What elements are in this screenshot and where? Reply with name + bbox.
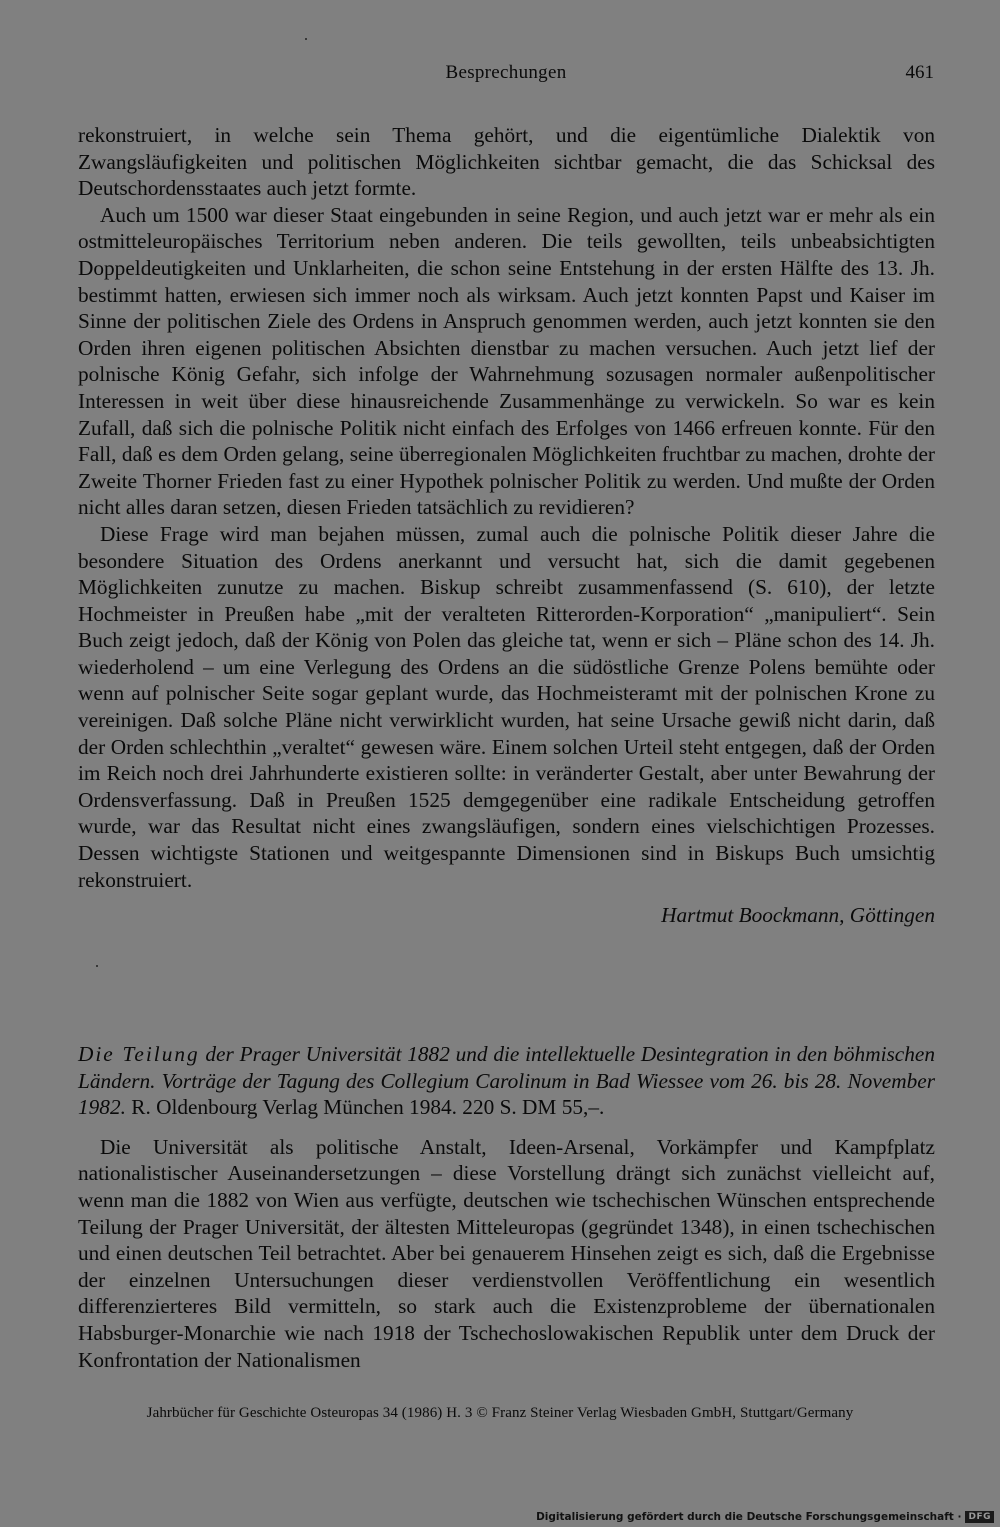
review-1 [78,122,935,929]
paragraph: rekonstruiert, in welche sein Thema gehört, und die eigentümliche Dialektik von Zwangsläufigkeiten und politischen Möglichkeiten sichtbar gemacht, die das Schicksal des Deutschordensstaates auch jetzt formte. [78,123,935,201]
book-citation [78,1041,935,1121]
paragraph: Auch um 1500 war dieser Staat eingebunden in seine Region, und auch jetzt war er mehr als ein ostmitteleuropäisches Territorium neben anderen. Die teils gewollten, teils unbeabsichtigten Doppeldeutigkeiten und Unklarheiten, die schon seine Entstehung in der ersten Hälfte des 13. Jh. bestimmt hatten, erwiesen sich immer noch als wirksam. Auch jetzt konnten Papst und Kaiser im Sinne der politischen Ziele des Ordens in Anspruch genommen werden, auch jetzt konnten sie den Orden ihren eigenen politischen Absichten dienstbar zu machen versuchen. Auch jetzt lief der polnische König Gefahr, sich infolge der Wahrnehmung sozusagen normaler außenpolitischer Interessen in weit über diese hinausreichende Zusammenhänge zu verwickeln. So war es kein Zufall, daß sich die polnische Politik nicht einfach des Erfolges von 1466 erfreuen konnte. Für den Fall, daß es dem Orden gelang, seine überregionalen Möglichkeiten fruchtbar zu machen, drohte der Zweite Thorner Frieden fast zu einer Hypothek polnischer Politik zu werden. Und mußte der Orden nicht alles daran setzen, diesen Frieden tatsächlich zu revidieren? [78,202,935,520]
dfg-logo: DFG [965,1511,994,1523]
scan-speck [305,38,307,40]
running-head [78,62,934,92]
paragraph: Die Universität als politische Anstalt, Ideen-Arsenal, Vorkämpfer und Kampfplatz nationalistischer Auseinandersetzungen – diese Vorstellung drängt sich zunächst vielleicht auf, wenn man die 1882 von Wien aus verfügte, deutschen wie tschechischen Wünschen entsprechende Teilung der Prager Universität, der ältesten Mitteleuropas (gegründet 1348), in einen tschechischen und einen deutschen Teil betrachtet. Aber bei genauerem Hinsehen zeigt es sich, daß die Ergebnisse der einzelnen Untersuchungen dieser verdienstvollen Veröffentlichung ein wesentlich differenzierteres Bild vermitteln, so stark auch die Existenzprobleme der übernationalen Habsburger-Monarchie wie nach 1918 der Tschechoslowakischen Republik unter dem Druck der Konfrontation der Nationalismen [78,1134,935,1372]
reviewer-signature: Hartmut Boockmann, Göttingen [661,903,935,928]
paragraph: Diese Frage wird man bejahen müssen, zumal auch die polnische Politik dieser Jahre die besondere Situation des Ordens anerkannt und versucht hat, sich die damit gegebenen Möglichkeiten zunutze zu machen. Biskup schreibt zusammenfassend (S. 610), der letzte Hochmeister in Preußen habe „mit der veralteten Ritterorden-Korporation“ „manipuliert“. Sein Buch zeigt jedoch, daß der König von Polen das gleiche tat, wenn er sich – Pläne schon des 14. Jh. wiederholend – um eine Verlegung des Ordens an die südöstliche Grenze Polens bemühte oder wenn auf polnischer Seite sogar geplant wurde, das Hochmeisteramt mit der polnischen Krone zu vereinigen. Daß solche Pläne nicht verwirklicht wurden, hat seine Ursache gewiß nicht darin, daß der Orden schlechthin „veraltet“ gewesen wäre. Einem solchen Urteil steht entgegen, daß der Orden im Reich noch drei Jahrhunderte existieren sollte: in veränderter Gestalt, aber unter Bewahrung der Ordensverfassung. Daß in Preußen 1525 demgegenüber eine radikale Entscheidung getroffen wurde, war das Resultat nicht eines zwangsläufigen, sondern eines vielschichtigen Prozesses. Dessen wichtigste Stationen und weitgespannte Dimensionen sind in Biskups Buch umsichtig rekonstruiert. [78,521,935,892]
book-title-lead: Die Teilung [78,1042,200,1066]
digitization-text: Digitalisierung gefördert durch die Deutsche Forschungsgemeinschaft · [536,1511,962,1523]
publication-info: R. Oldenbourg Verlag München 1984. 220 S. DM 55,–. [125,1095,605,1120]
review-2 [78,1041,935,1373]
running-title: Besprechungen [445,62,567,83]
scan-speck [96,965,98,967]
book-title: der Prager Universität 1882 und die intellektuelle Desintegration in den böhmischen Ländern. Vorträge der Tagung des Collegium Carolinum in Bad Wiessee vom 26. bis 28. November 1982. [78,1042,935,1120]
digitization-notice [536,1510,994,1524]
journal-footer: Jahrbücher für Geschichte Osteuropas 34 (1986) H. 3 © Franz Steiner Verlag Wiesbaden GmbH, Stuttgart/Germany [146,1405,854,1421]
page-number: 461 [905,62,934,83]
